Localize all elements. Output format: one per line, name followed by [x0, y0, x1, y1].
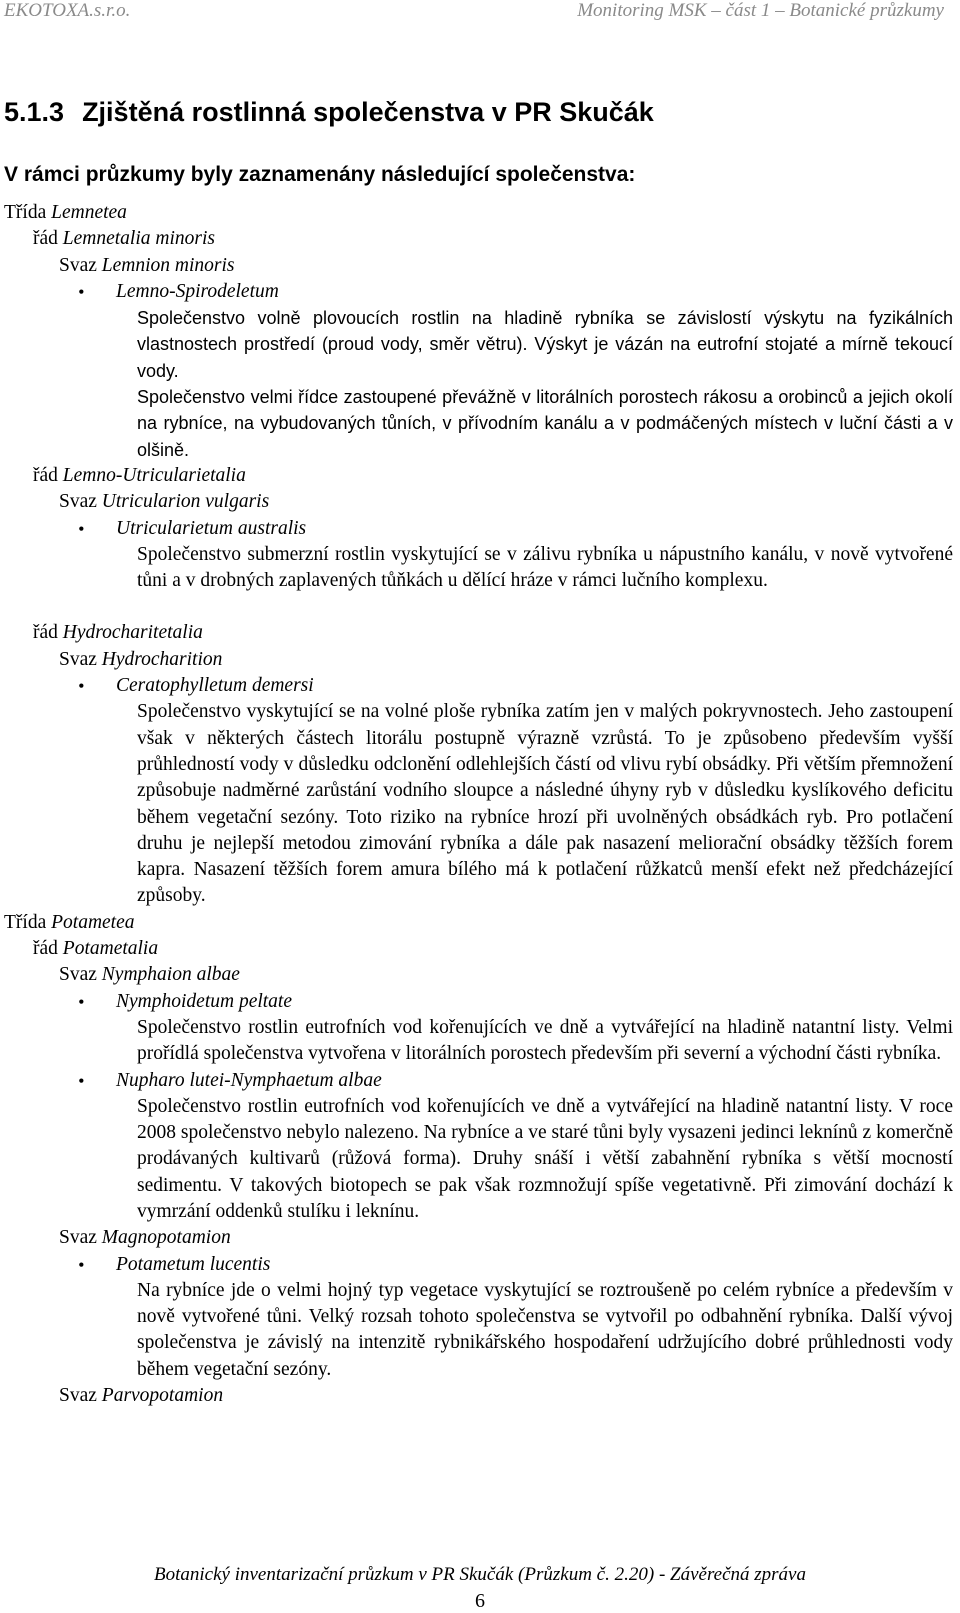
footer-report-title: Botanický inventarizační průzkum v PR Skučák (Průzkum č. 2.20) - Závěrečná zpráva — [154, 1564, 806, 1585]
description-utricularietum: Společenstvo submerzní rostlin vyskytující se v zálivu rybníka u nápustního kanálu, v nově vytvořené tůni a v drobných zaplavených tůňkách u dělící hráze v rámci lučního komplexu. — [137, 543, 953, 592]
association-nymphoidetum: • Nymphoidetum peltate — [0, 989, 960, 1015]
header-company: EKOTOXA.s.r.o. — [4, 0, 131, 21]
order-potametalia: řád Potametalia — [33, 938, 159, 960]
section-title: Zjištěná rostlinná společenstva v PR Skučák — [82, 97, 654, 127]
alliance-parvopotamion: Svaz Parvopotamion — [59, 1385, 224, 1407]
page-number: 6 — [475, 1590, 485, 1612]
association-nupharo-nymphaetum: • Nupharo lutei-Nymphaetum albae — [0, 1068, 960, 1094]
syntaxonomy-list — [0, 200, 960, 1409]
order-hydrocharitetalia: řád Hydrocharitetalia — [33, 622, 203, 644]
association-ceratophylletum: • Ceratophylletum demersi — [0, 673, 960, 699]
description-nupharo-nymphaetum: Společenstvo rostlin eutrofních vod kořenujících ve dně a vytvářející na hladině natantní listy. V roce 2008 společenstvo nebylo nalezeno. Na rybníce a ve staré tůni byly vysazeni jedinci leknínů z komerčně prodávaných kultivarů (růžová forma). Druhy snáší i větší zabahnění rybníka s větší mocností sedimentu. V takových biotopech se pak však rozmnožují spíše vegetativně. Při zimování dochází k vymrzání oddenků stulíku i leknínu. — [137, 1095, 953, 1222]
description-potametum-lucentis: Na rybníce jde o velmi hojný typ vegetace vyskytující se roztroušeně po celém rybníce a především v nově vytvořené tůni. Velký rozsah tohoto společenstva se vytvořil po odbahnění rybníka. Další vývoj společenstva je závislý na intenzitě rybnikářského hospodaření udržujícího dobré průhlednosti vody během vegetační sezóny. — [137, 1279, 953, 1380]
section-heading — [4, 97, 654, 128]
section-number: 5.1.3 — [4, 97, 65, 127]
order-lemno-utricularietalia: řád Lemno-Utricularietalia — [33, 464, 246, 486]
header-document-title: Monitoring MSK – část 1 – Botanické průzkumy — [577, 0, 944, 21]
intro-sentence: V rámci průzkumy byly zaznamenány následující společenstva: — [4, 163, 636, 186]
alliance-lemnion: Svaz Lemnion minoris — [59, 254, 235, 276]
alliance-utricularion: Svaz Utricularion vulgaris — [59, 491, 270, 513]
association-lemno-spirodeletum: • Lemno-Spirodeletum — [0, 279, 960, 305]
class-potametea: Třída Potametea — [4, 911, 135, 933]
class-lemnetea: Třída Lemnetea — [4, 202, 127, 223]
association-utricularietum: • Utricularietum australis — [0, 516, 960, 542]
association-potametum-lucentis: • Potametum lucentis — [0, 1252, 960, 1278]
order-lemnetalia: řád Lemnetalia minoris — [33, 228, 215, 250]
description-lemno-spirodeletum-1: Společenstvo volně plovoucích rostlin na hladině rybníka se závislostí výskytu na fyzikálních vlastnostech prostředí (proud vody, směr větru). Výskyt je vázán na eutrofní stojaté a mírně tekoucí vody. — [137, 308, 953, 381]
description-nymphoidetum: Společenstvo rostlin eutrofních vod kořenujících ve dně a vytvářející na hladině natantní listy. Velmi prořídlá společenstva vytvořena v litorálních porostech především při severní a východní části rybníka. — [137, 1016, 953, 1065]
alliance-magnopotamion: Svaz Magnopotamion — [59, 1227, 231, 1249]
description-lemno-spirodeletum-2: Společenstvo velmi řídce zastoupené převážně v litorálních porostech rákosu a orobinců a jejich okolí na rybníce, na vybudovaných tůních, v přívodním kanálu a v podmáčených místech v luční části a v olšině. — [137, 387, 953, 460]
alliance-hydrocharition: Svaz Hydrocharition — [59, 648, 223, 670]
description-ceratophylletum: Společenstvo vyskytující se na volné ploše rybníka zatím jen v malých pokryvnostech. Jeho zastoupení však v některých částech litorálu postupně výrazně vzrůstá. To je způsobeno především vyšší průhledností vody v důsledku odclonění odlehlejších částí od vlivu rybí obsádky. Při větším přemnožení způsobuje nadměrné zarůstání vodního sloupce a následné úhyny ryb v důsledku kyslíkového deficitu během vegetační sezóny. Toto riziko na rybníce hrozí při uvolněných obsádkách ryb. Pro potlačení druhu je nejlepší metodou zimování rybníka a dále pak nasazení meliorační obsádky těžších forem kapra. Nasazení těžších forem amura bílého má k potlačení růžkatců menší efekt než předcházející způsoby. — [137, 701, 953, 907]
alliance-nymphaion: Svaz Nymphaion albae — [59, 964, 240, 986]
